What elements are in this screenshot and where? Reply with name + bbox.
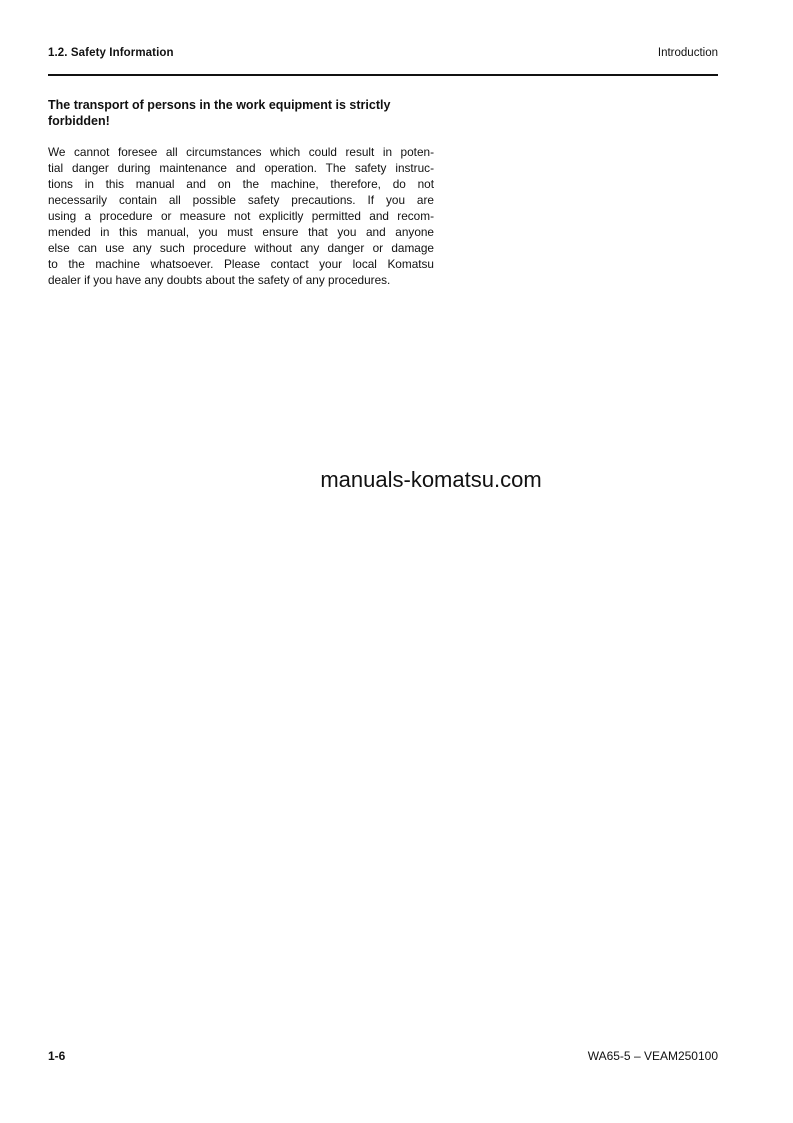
header-divider [48, 74, 718, 76]
paragraph-line: else can use any such procedure without any danger or damage [48, 241, 434, 255]
running-header-chapter: Introduction [657, 47, 718, 59]
paragraph-line: using a procedure or measure not explicitly permitted and recom- [48, 209, 434, 223]
paragraph-line: necessarily contain all possible safety precautions. If you are [48, 193, 434, 207]
paragraph-line: tial danger during maintenance and operation. The safety instruc- [48, 161, 434, 175]
paragraph-line: dealer if you have any doubts about the safety of any procedures. [48, 273, 391, 287]
paragraph-line: mended in this manual, you must ensure that you and anyone [48, 225, 434, 239]
running-header-section: 1.2. Safety Information [48, 47, 174, 59]
watermark-text: manuals-komatsu.com [320, 467, 542, 492]
paragraph-line: to the machine whatsoever. Please contact your local Komatsu [48, 257, 434, 271]
page-number: 1-6 [48, 1049, 66, 1063]
body-paragraph [48, 144, 434, 288]
document-code: WA65-5 – VEAM250100 [587, 1049, 718, 1063]
paragraph-line: tions in this manual and on the machine, therefore, do not [48, 177, 434, 191]
warning-heading: The transport of persons in the work equipment is strictly forbidden! [48, 98, 391, 128]
paragraph-line: We cannot foresee all circumstances which could result in poten- [48, 145, 434, 159]
